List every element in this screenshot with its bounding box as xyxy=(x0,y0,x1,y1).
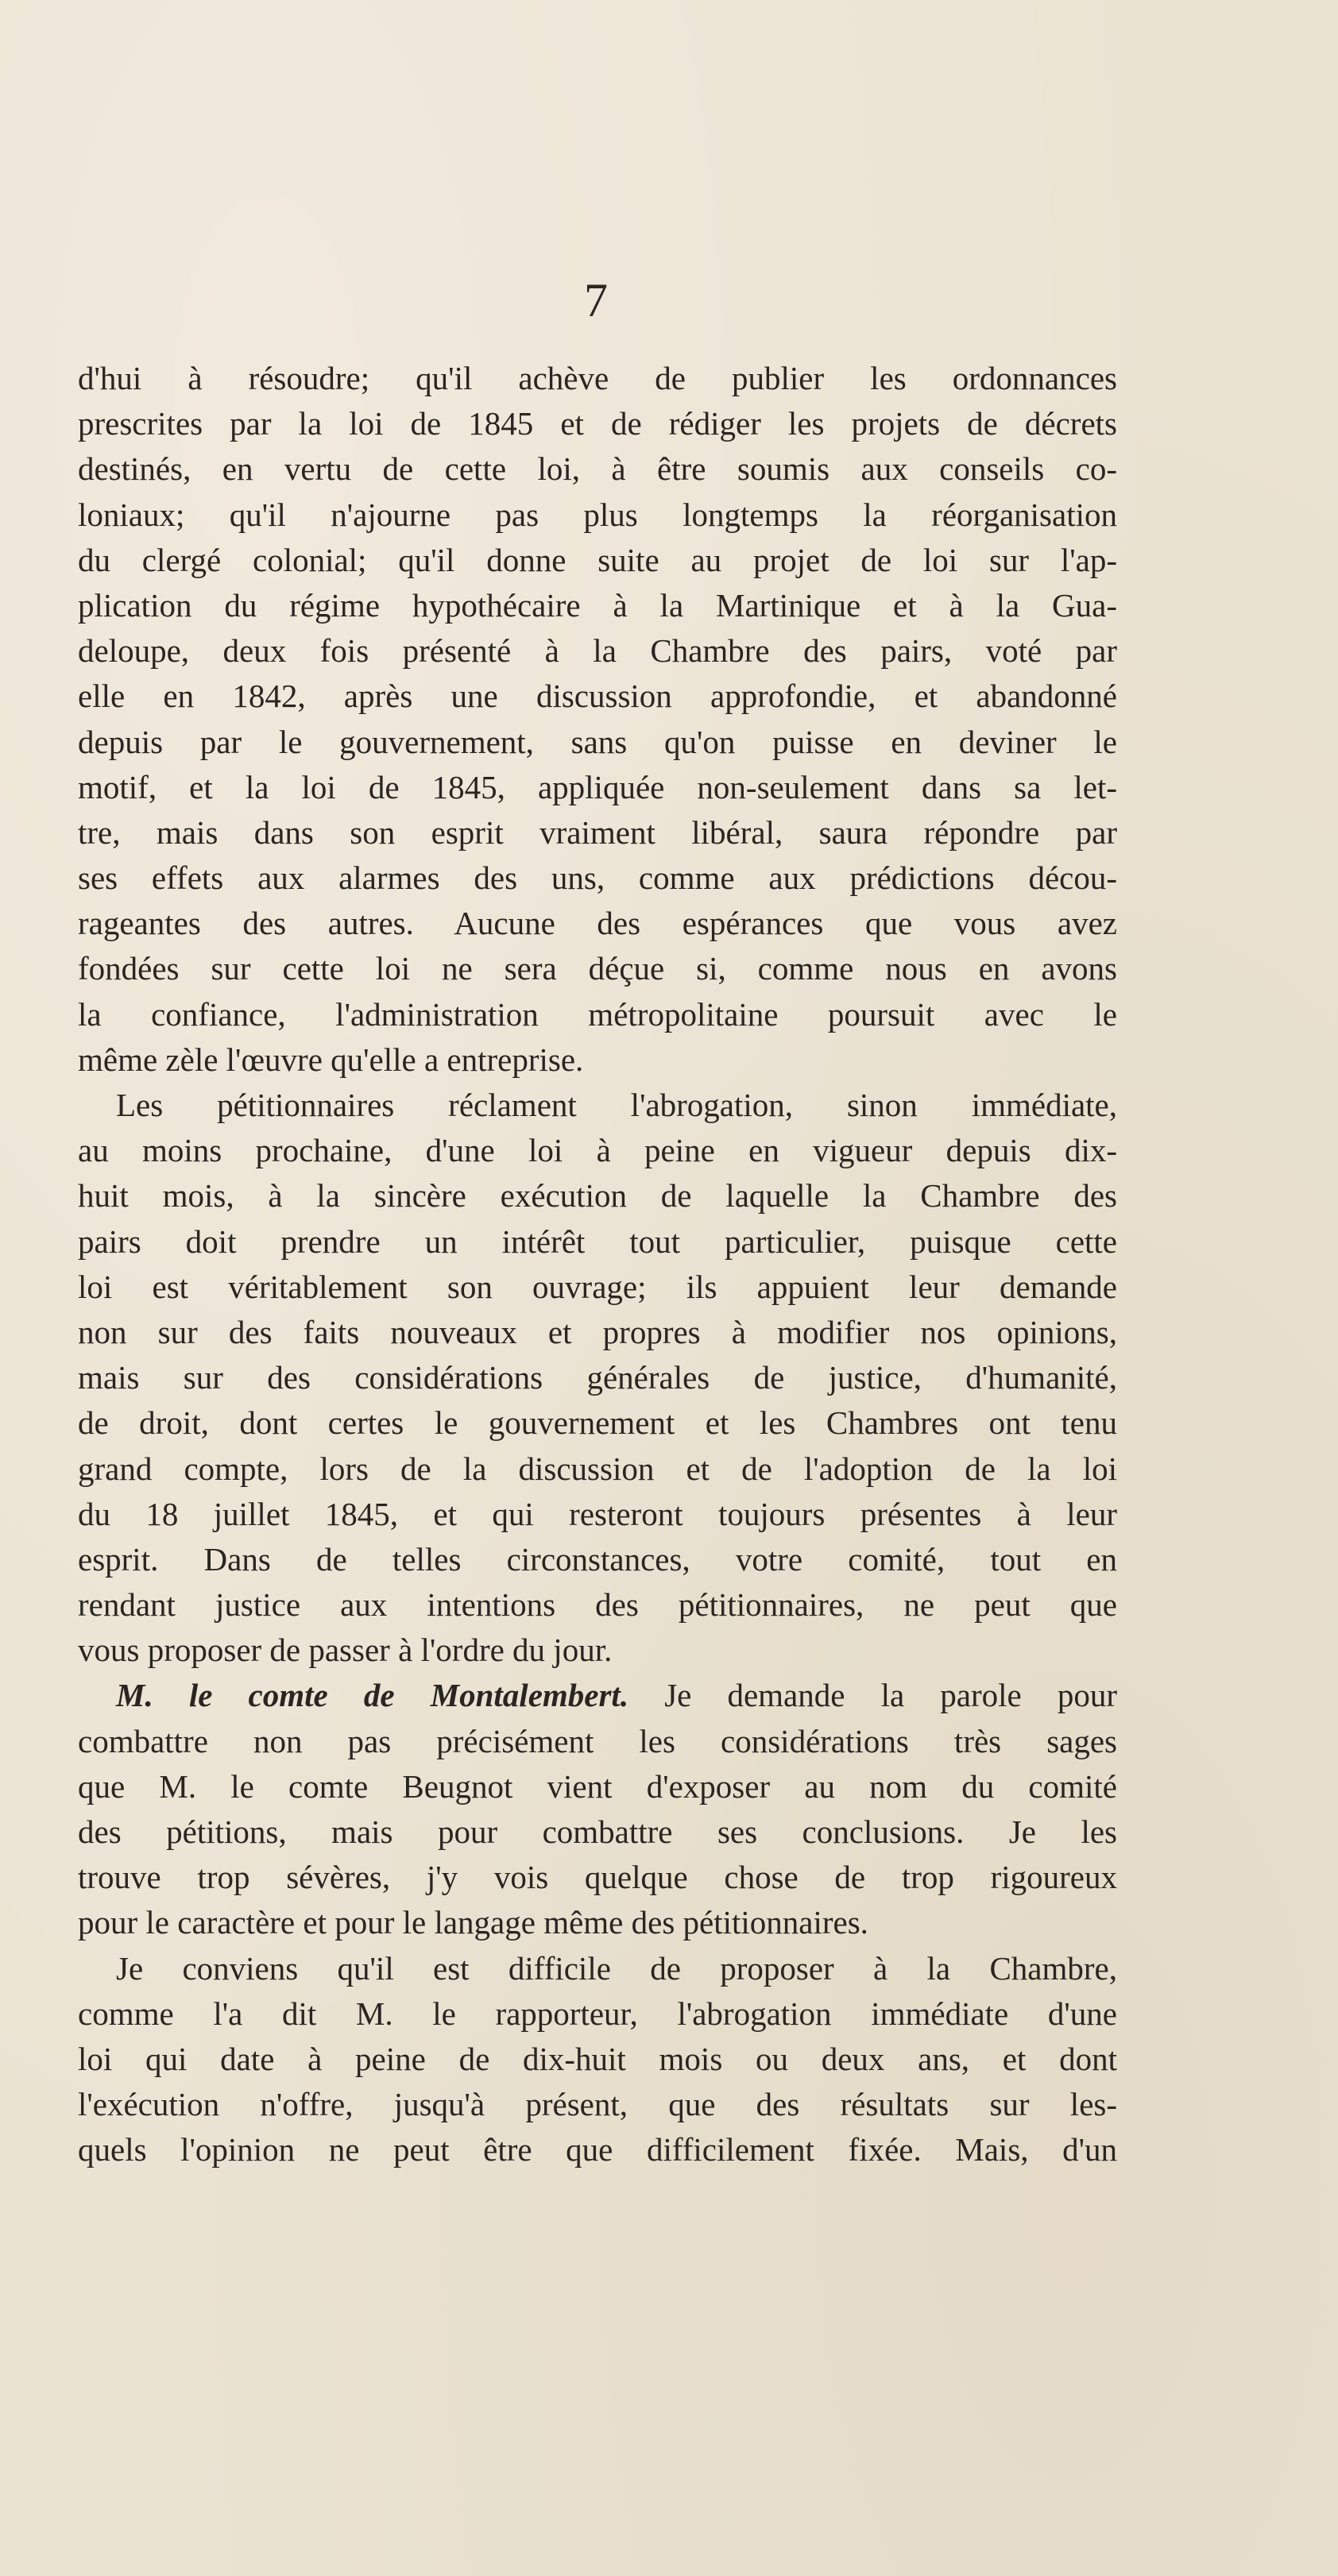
text-line: des pétitions, mais pour combattre ses conclusions. Je les xyxy=(78,1813,1117,1850)
text-line: loi qui date à peine de dix-huit mois ou deux ans, et dont xyxy=(78,2040,1117,2077)
text-line: Je conviens qu'il est difficile de proposer à la Chambre, xyxy=(116,1949,1117,1987)
text-line: pour le caractère et pour le langage même des pétitionnaires. xyxy=(78,1904,868,1941)
text-line: depuis par le gouvernement, sans qu'on puisse en deviner le xyxy=(78,723,1117,760)
text-line: du 18 juillet 1845, et qui resteront toujours présentes à leur xyxy=(78,1495,1117,1532)
text-line: comme l'a dit M. le rapporteur, l'abrogation immédiate d'une xyxy=(78,1995,1117,2032)
text-line: elle en 1842, après une discussion approfondie, et abandonné xyxy=(78,678,1117,715)
text-line: esprit. Dans de telles circonstances, votre comité, tout en xyxy=(78,1540,1117,1578)
text-line: deloupe, deux fois présenté à la Chambre des pairs, voté par xyxy=(78,632,1117,670)
text-line: de droit, dont certes le gouvernement et les Chambres ont tenu xyxy=(78,1404,1117,1442)
text-line: l'exécution n'offre, jusqu'à présent, que des résultats sur les- xyxy=(78,2086,1117,2123)
speaker-name: M. le comte de Montalembert. xyxy=(116,1677,629,1714)
text-line: grand compte, lors de la discussion et de l'adoption de la loi xyxy=(78,1450,1117,1487)
text-line: Les pétitionnaires réclament l'abrogation, sinon immédiate, xyxy=(116,1087,1117,1123)
text-line: combattre non pas précisément les considérations très sages xyxy=(78,1722,1117,1759)
text-line: pairs doit prendre un intérêt tout particulier, puisque cette xyxy=(78,1222,1117,1260)
text-line: ses effets aux alarmes des uns, comme aux prédictions décou- xyxy=(78,859,1117,897)
text-line: tre, mais dans son esprit vraiment libéral, saura répondre par xyxy=(78,813,1117,851)
speaker-text: Je demande la parole pour xyxy=(628,1677,1117,1714)
text-line: la confiance, l'administration métropolitaine poursuit avec le xyxy=(78,995,1117,1033)
paragraph-2 xyxy=(78,1083,1117,1673)
text-line: que M. le comte Beugnot vient d'exposer au nom du comité xyxy=(78,1767,1117,1805)
text-line: rageantes des autres. Aucune des espérances que vous avez xyxy=(78,905,1117,942)
text-line: motif, et la loi de 1845, appliquée non-seulement dans sa let- xyxy=(78,768,1117,805)
text-line: même zèle l'œuvre qu'elle a entreprise. xyxy=(78,1041,584,1078)
text-line: destinés, en vertu de cette loi, à être soumis aux conseils co- xyxy=(78,450,1117,488)
paragraph-3 xyxy=(78,1673,1117,1945)
text-line: loniaux; qu'il n'ajourne pas plus longtemps la réorganisation xyxy=(78,496,1117,533)
page-number: 7 xyxy=(584,274,608,326)
body-text xyxy=(78,356,1117,2173)
paragraph-1 xyxy=(78,356,1117,1083)
text-line: prescrites par la loi de 1845 et de rédiger les projets de décrets xyxy=(78,405,1117,442)
text-line: rendant justice aux intentions des pétitionnaires, ne peut que xyxy=(78,1586,1117,1624)
text-line xyxy=(78,1673,1117,1718)
text-line: trouve trop sévères, j'y vois quelque chose de trop rigoureux xyxy=(78,1859,1117,1896)
text-line: au moins prochaine, d'une loi à peine en vigueur depuis dix- xyxy=(78,1132,1117,1169)
text-line: quels l'opinion ne peut être que difficilement fixée. Mais, d'un xyxy=(78,2131,1117,2169)
paragraph-4 xyxy=(78,1946,1117,2173)
text-line: loi est véritablement son ouvrage; ils appuient leur demande xyxy=(78,1268,1117,1305)
text-line: vous proposer de passer à l'ordre du jour. xyxy=(78,1632,613,1669)
text-line: mais sur des considérations générales de justice, d'humanité, xyxy=(78,1359,1117,1396)
text-line: du clergé colonial; qu'il donne suite au projet de loi sur l'ap- xyxy=(78,541,1117,578)
text-line: d'hui à résoudre; qu'il achève de publier les ordonnances xyxy=(78,360,1117,396)
text-line: fondées sur cette loi ne sera déçue si, comme nous en avons xyxy=(78,950,1117,987)
text-line: plication du régime hypothécaire à la Martinique et à la Gua- xyxy=(78,586,1117,624)
text-line: non sur des faits nouveaux et propres à modifier nos opinions, xyxy=(78,1313,1117,1350)
text-line: huit mois, à la sincère exécution de laquelle la Chambre des xyxy=(78,1177,1117,1215)
